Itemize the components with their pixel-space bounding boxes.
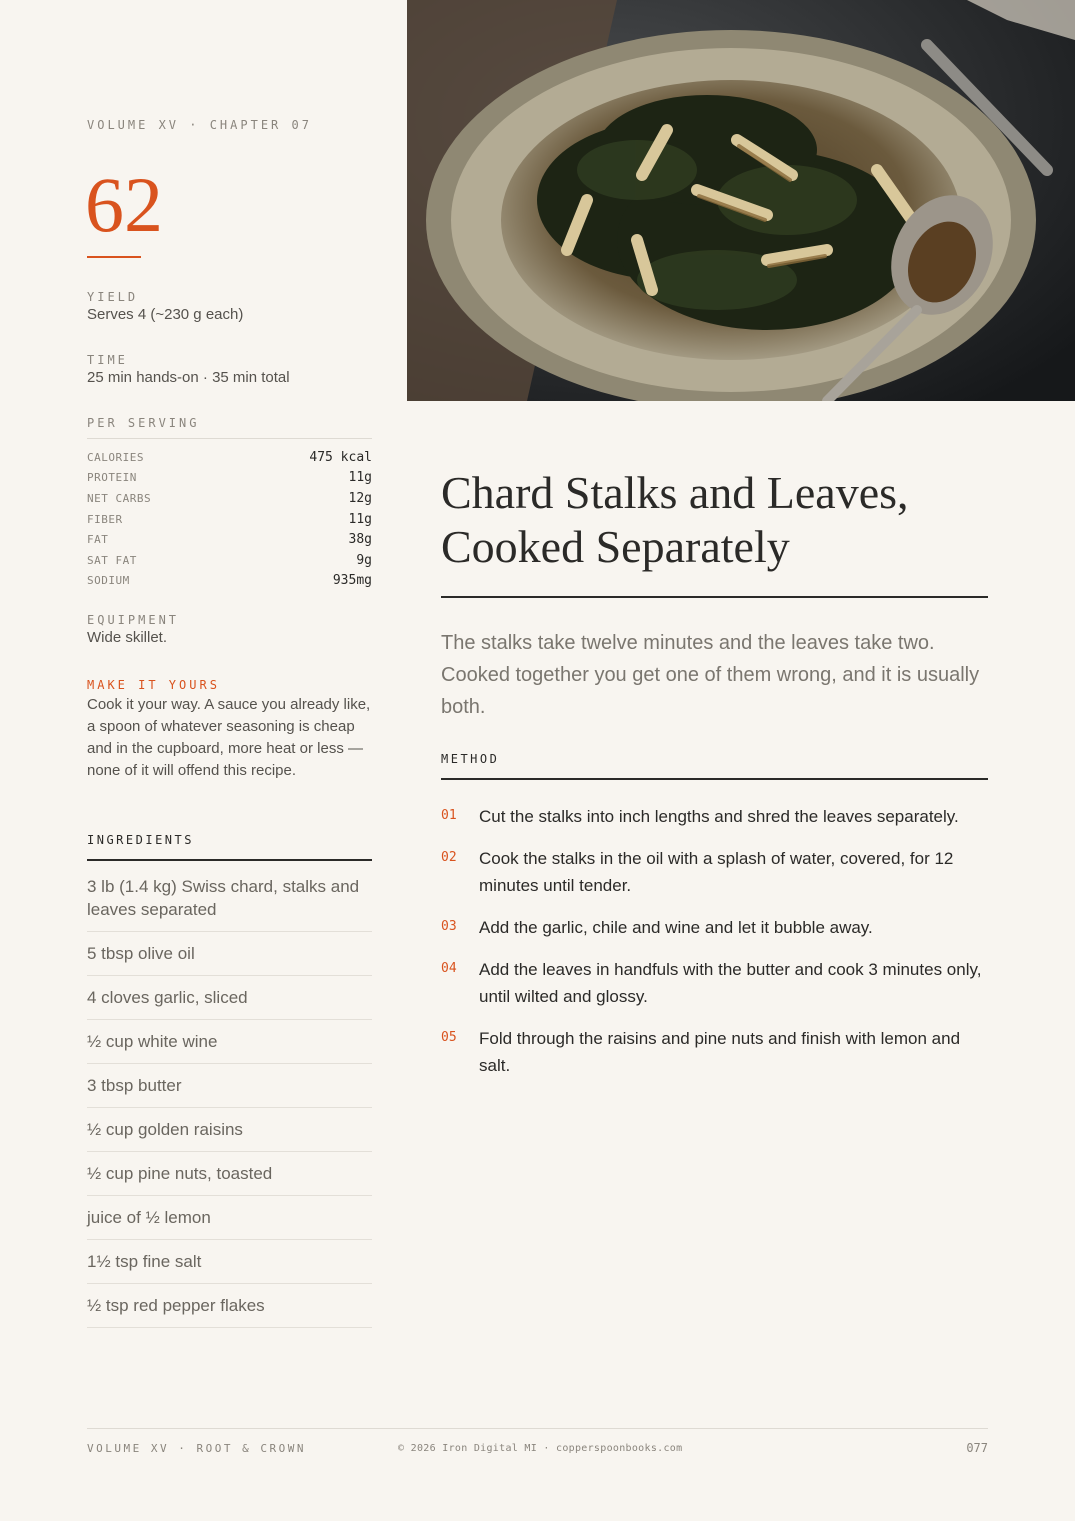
ingredients-block <box>87 833 372 1328</box>
nutrition-row <box>87 571 372 592</box>
step-text: Fold through the raisins and pine nuts and finish with lemon and salt. <box>479 1029 961 1075</box>
ingredient-item: ½ cup golden raisins <box>87 1108 372 1152</box>
equipment-value: Wide skillet. <box>87 629 168 646</box>
step-number: 05 <box>441 1030 457 1045</box>
method-step <box>441 956 988 1010</box>
nutrition-name: SODIUM <box>87 574 130 588</box>
nutrition-name: SAT FAT <box>87 553 137 567</box>
footer-book-title: VOLUME XV · ROOT & CROWN <box>87 1442 306 1455</box>
step-number: 03 <box>441 919 457 934</box>
ingredient-item: 1½ tsp fine salt <box>87 1240 372 1284</box>
step-number: 04 <box>441 961 457 976</box>
page-number: 077 <box>966 1441 988 1455</box>
step-text: Cook the stalks in the oil with a splash of water, covered, for 12 minutes until tender. <box>479 849 954 895</box>
recipe-title: Chard Stalks and Leaves, Cooked Separately <box>441 467 909 572</box>
nutrition-value: 11g <box>348 470 372 486</box>
make-it-yours-block <box>87 678 372 782</box>
method-step <box>441 845 988 899</box>
method-steps <box>441 803 988 1094</box>
yield-block <box>87 290 372 323</box>
method-step <box>441 1025 988 1079</box>
nutrition-name: FIBER <box>87 512 123 526</box>
nutrition-value: 11g <box>348 511 372 527</box>
nutrition-row <box>87 509 372 530</box>
time-block <box>87 353 372 386</box>
ingredient-item: 5 tbsp olive oil <box>87 932 372 976</box>
step-text: Add the garlic, chile and wine and let it bubble away. <box>479 918 873 937</box>
ingredient-item: ½ cup pine nuts, toasted <box>87 1152 372 1196</box>
dish-photo <box>407 0 1075 401</box>
nutrition-name: FAT <box>87 533 109 547</box>
method-heading: METHOD <box>441 752 988 780</box>
ingredients-heading: INGREDIENTS <box>87 833 372 861</box>
nutrition-row <box>87 488 372 509</box>
yield-label: YIELD <box>87 290 139 304</box>
step-number: 01 <box>441 808 457 823</box>
ingredient-item: 3 tbsp butter <box>87 1064 372 1108</box>
nutrition-value: 12g <box>348 490 372 506</box>
nutrition-row <box>87 529 372 550</box>
nutrition-panel <box>87 416 372 591</box>
step-text: Add the leaves in handfuls with the butter and cook 3 minutes only, until wilted and glossy. <box>479 960 982 1006</box>
ingredient-item: juice of ½ lemon <box>87 1196 372 1240</box>
ingredient-item: ½ cup white wine <box>87 1020 372 1064</box>
chapter-label: VOLUME XV · CHAPTER 07 <box>87 118 312 132</box>
ingredients-list <box>87 875 372 1328</box>
number-underline <box>87 256 141 258</box>
footer-divider <box>87 1428 988 1429</box>
footer-copyright: © 2026 Iron Digital MI · copperspoonbooks.com <box>398 1443 683 1454</box>
yield-value: Serves 4 (~230 g each) <box>87 306 244 323</box>
per-serving-label: PER SERVING <box>87 416 372 439</box>
nutrition-row <box>87 447 372 468</box>
nutrition-value: 9g <box>356 552 372 568</box>
nutrition-value: 38g <box>348 532 372 548</box>
nutrition-list <box>87 447 372 591</box>
step-text: Cut the stalks into inch lengths and shred the leaves separately. <box>479 807 959 826</box>
nutrition-row <box>87 550 372 571</box>
nutrition-value: 475 kcal <box>309 449 372 465</box>
title-divider <box>441 596 988 598</box>
nutrition-row <box>87 468 372 489</box>
nutrition-name: PROTEIN <box>87 471 137 485</box>
time-value: 25 min hands-on · 35 min total <box>87 369 290 386</box>
equipment-block <box>87 613 372 646</box>
ingredient-item: ½ tsp red pepper flakes <box>87 1284 372 1328</box>
nutrition-value: 935mg <box>332 573 372 589</box>
method-step <box>441 803 988 830</box>
ingredient-item: 4 cloves garlic, sliced <box>87 976 372 1020</box>
make-it-yours-text: Cook it your way. A sauce you already like, a spoon of whatever seasoning is cheap and in the cupboard, more heat or less — none of it will offend this recipe. <box>87 696 371 779</box>
make-it-yours-label: MAKE IT YOURS <box>87 678 220 692</box>
dish-illustration <box>407 0 1075 401</box>
recipe-intro: The stalks take twelve minutes and the leaves take two. Cooked together you get one of them wrong, and it is usually both. <box>441 632 980 718</box>
recipe-number: 62 <box>85 161 163 248</box>
time-label: TIME <box>87 353 128 367</box>
nutrition-name: NET CARBS <box>87 491 152 505</box>
equipment-label: EQUIPMENT <box>87 613 180 627</box>
step-number: 02 <box>441 850 457 865</box>
ingredient-item: 3 lb (1.4 kg) Swiss chard, stalks and leaves separated <box>87 875 372 932</box>
nutrition-name: CALORIES <box>87 450 144 464</box>
method-step <box>441 914 988 941</box>
